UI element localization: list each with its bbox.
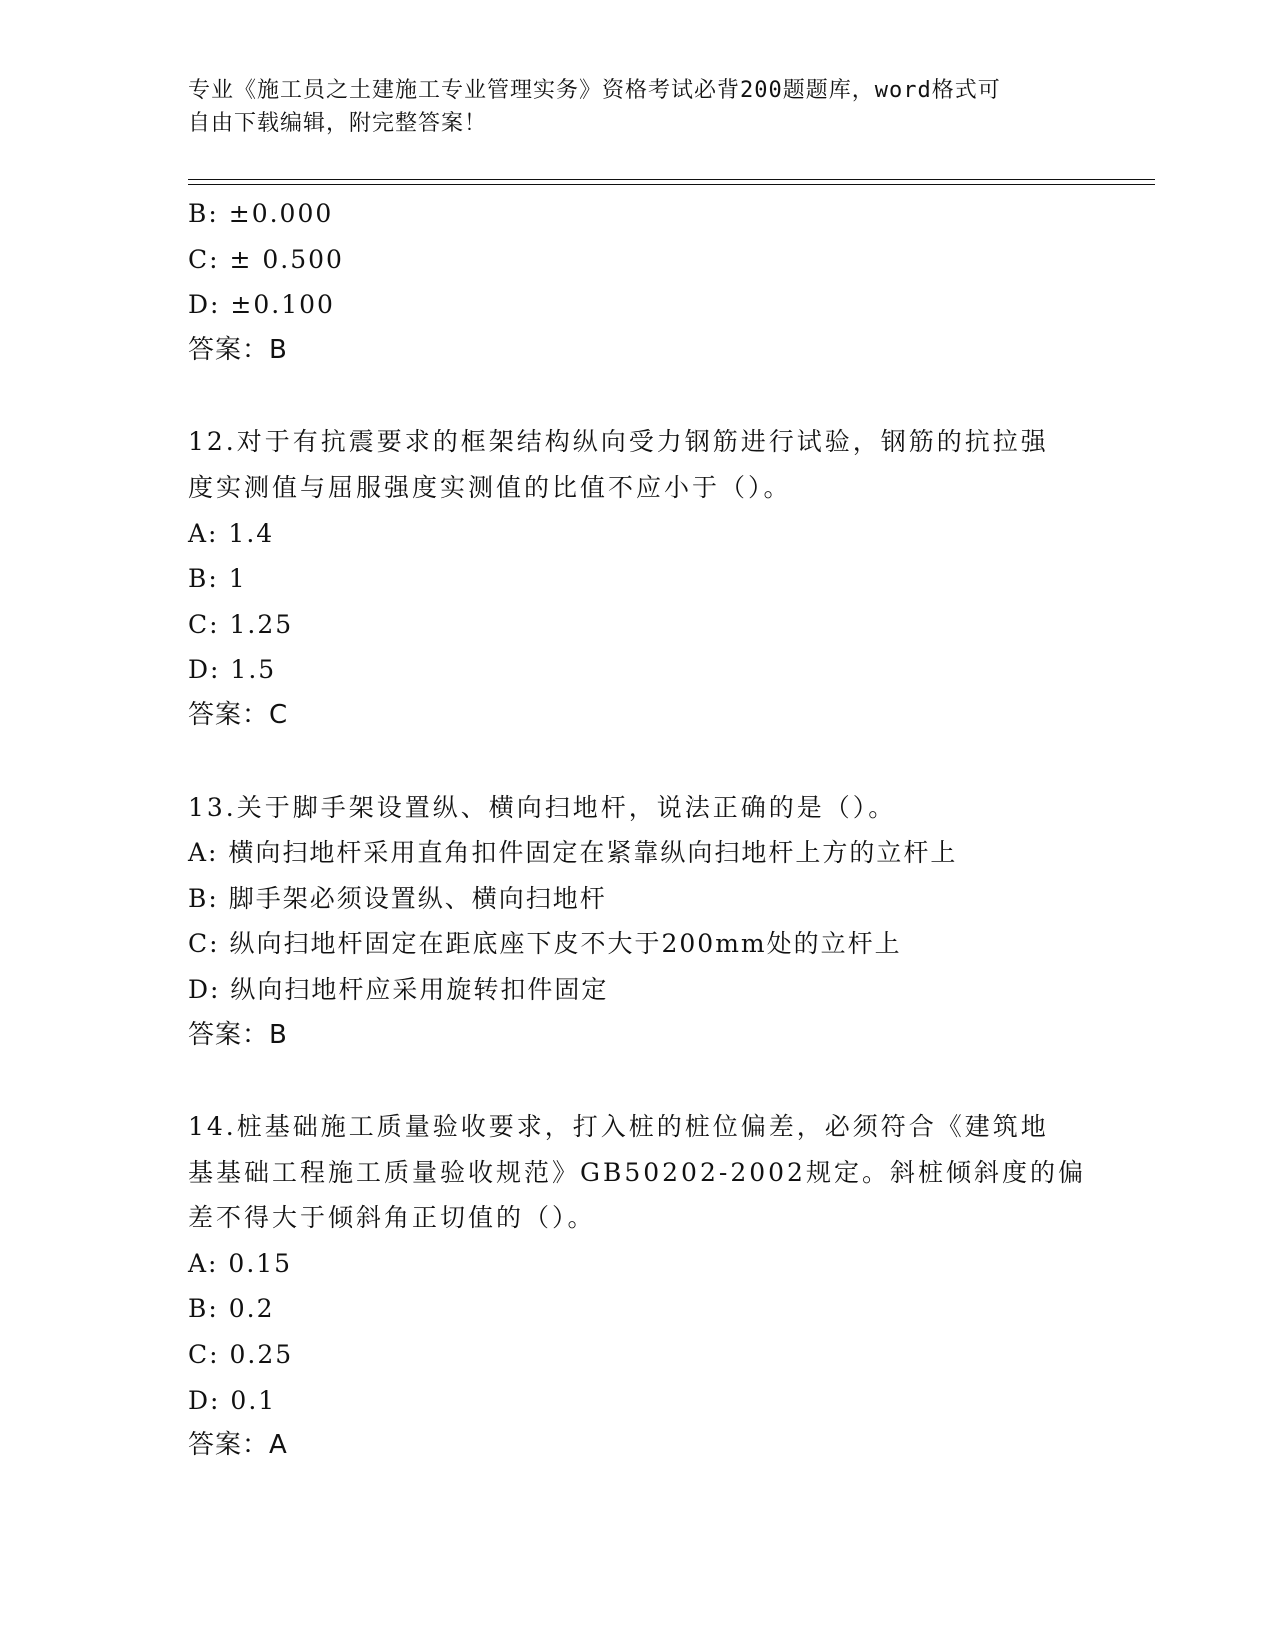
option-c: C: 0.25 <box>188 1340 294 1370</box>
header-title-line-2: 自由下载编辑，附完整答案！ <box>188 111 488 136</box>
question-list <box>188 191 1088 1469</box>
option-c: C: ± 0.500 <box>188 244 344 274</box>
question-12 <box>188 419 1088 738</box>
option-b: B: 0.2 <box>188 1294 275 1324</box>
question-stem-line: 基基础工程施工质量验收规范》GB50202-2002规定。斜桩倾斜度的偏 <box>188 1157 1086 1187</box>
question-stem-line: 度实测值与屈服强度实测值的比值不应小于（）。 <box>188 472 792 502</box>
answer-line: 答案：B <box>188 334 288 365</box>
answer-line: 答案：C <box>188 699 289 730</box>
option-d: D: 纵向扫地杆应采用旋转扣件固定 <box>188 974 609 1004</box>
option-d: D: ±0.100 <box>188 290 335 320</box>
question-stem-line: 12.对于有抗震要求的框架结构纵向受力钢筋进行试验，钢筋的抗拉强 <box>188 427 1049 457</box>
spacer <box>188 739 1088 785</box>
option-d: D: 1.5 <box>188 655 277 685</box>
question-stem-line: 差不得大于倾斜角正切值的（）。 <box>188 1203 596 1233</box>
question-stem-line: 14.桩基础施工质量验收要求，打入桩的桩位偏差，必须符合《建筑地 <box>188 1112 1049 1142</box>
spacer <box>188 1058 1088 1104</box>
option-b: B: ±0.000 <box>188 199 334 228</box>
spacer <box>188 373 1088 419</box>
option-a: A: 横向扫地杆采用直角扣件固定在紧靠纵向扫地杆上方的立杆上 <box>188 838 958 868</box>
header-title-line-1: 专业《施工员之土建施工专业管理实务》资格考试必背200题题库，word格式可 <box>188 78 1001 103</box>
header-divider-top <box>188 179 1155 180</box>
header-divider-bottom <box>188 184 1155 185</box>
option-b: B: 脚手架必须设置纵、横向扫地杆 <box>188 883 607 913</box>
question-stem-line: 13.关于脚手架设置纵、横向扫地杆，说法正确的是（）。 <box>188 792 897 822</box>
question-14 <box>188 1104 1088 1469</box>
question-11-continued <box>188 191 1088 373</box>
page-header <box>188 74 1068 140</box>
option-d: D: 0.1 <box>188 1385 277 1415</box>
option-a: A: 1.4 <box>188 518 275 548</box>
option-b: B: 1 <box>188 564 247 594</box>
answer-line: 答案：A <box>188 1430 288 1461</box>
answer-line: 答案：B <box>188 1019 288 1050</box>
option-a: A: 0.15 <box>188 1248 293 1278</box>
question-13 <box>188 785 1088 1059</box>
option-c: C: 1.25 <box>188 609 294 639</box>
option-c: C: 纵向扫地杆固定在距底座下皮不大于200mm处的立杆上 <box>188 929 902 959</box>
